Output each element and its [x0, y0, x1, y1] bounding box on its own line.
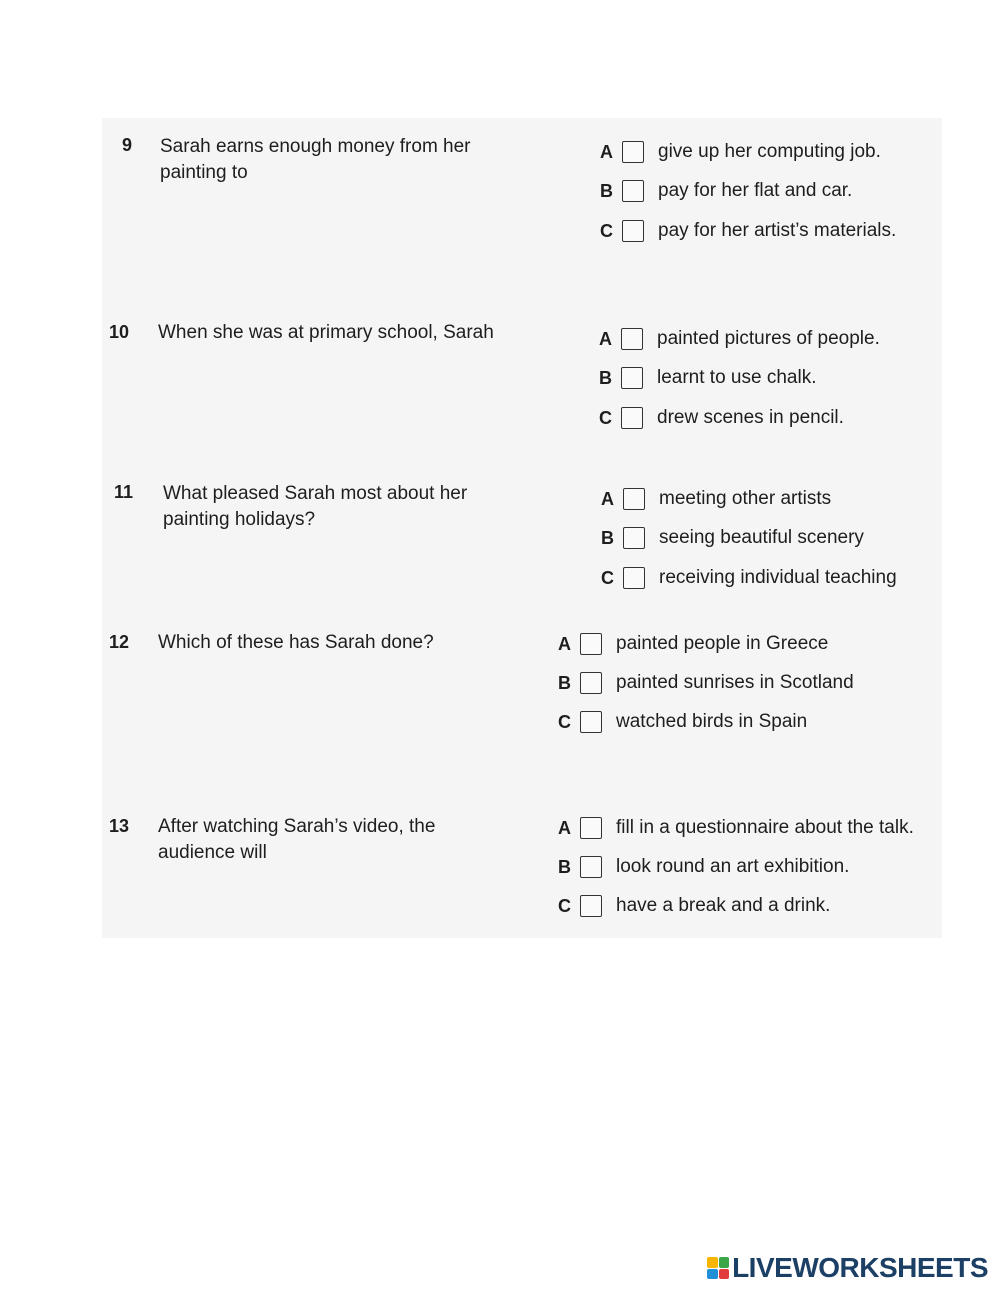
answer-checkbox[interactable]: [621, 328, 643, 350]
option-text: painted people in Greece: [616, 633, 829, 654]
answer-checkbox[interactable]: [623, 527, 645, 549]
option-letter: B: [601, 527, 614, 548]
answer-checkbox[interactable]: [580, 633, 602, 655]
option-c: [601, 563, 897, 593]
option-letter: C: [599, 407, 612, 428]
question-text: When she was at primary school, Sarah: [158, 322, 494, 343]
option-b: [558, 668, 854, 698]
option-b: [558, 852, 849, 882]
option-text: seeing beautiful scenery: [659, 527, 864, 548]
option-b: [599, 363, 816, 393]
option-letter: A: [599, 328, 612, 349]
option-letter: B: [600, 180, 613, 201]
answer-checkbox[interactable]: [580, 672, 602, 694]
option-letter: B: [599, 367, 612, 388]
option-text: painted pictures of people.: [657, 328, 880, 349]
answer-checkbox[interactable]: [580, 711, 602, 733]
option-c: [600, 216, 896, 246]
answer-checkbox[interactable]: [580, 856, 602, 878]
question-number: 13: [109, 816, 130, 836]
option-text: pay for her flat and car.: [658, 180, 853, 201]
option-letter: B: [558, 856, 571, 877]
question-text: After watching Sarah’s video, the audience will: [158, 816, 436, 863]
logo-icon: [707, 1257, 729, 1279]
answer-checkbox[interactable]: [621, 407, 643, 429]
option-text: fill in a questionnaire about the talk.: [616, 817, 914, 838]
question-text: Sarah earns enough money from her painting to: [160, 136, 471, 183]
question-number: 9: [122, 135, 133, 155]
option-text: drew scenes in pencil.: [657, 407, 844, 428]
option-text: receiving individual teaching: [659, 567, 897, 588]
option-letter: A: [601, 488, 614, 509]
question-sheet: [102, 118, 942, 938]
option-text: have a break and a drink.: [616, 895, 831, 916]
answer-checkbox[interactable]: [580, 895, 602, 917]
question-text: What pleased Sarah most about her painting holidays?: [163, 483, 468, 530]
option-c: [558, 891, 830, 921]
option-letter: C: [601, 567, 614, 588]
option-letter: A: [558, 633, 571, 654]
option-text: look round an art exhibition.: [616, 856, 850, 877]
answer-checkbox[interactable]: [623, 488, 645, 510]
option-letter: B: [558, 672, 571, 693]
option-a: [558, 629, 828, 659]
question-text: Which of these has Sarah done?: [158, 632, 434, 653]
option-letter: A: [558, 817, 571, 838]
answer-checkbox[interactable]: [621, 367, 643, 389]
option-b: [600, 176, 852, 206]
option-text: painted sunrises in Scotland: [616, 672, 854, 693]
option-c: [599, 403, 844, 433]
logo-text: LIVEWORKSHEETS: [732, 1252, 988, 1283]
answer-checkbox[interactable]: [622, 141, 644, 163]
option-text: learnt to use chalk.: [657, 367, 817, 388]
question-number: 12: [109, 632, 130, 652]
option-letter: C: [558, 895, 571, 916]
option-letter: A: [600, 141, 613, 162]
answer-checkbox[interactable]: [622, 180, 644, 202]
option-text: meeting other artists: [659, 488, 832, 509]
option-letter: C: [558, 711, 571, 732]
question-number: 10: [109, 322, 130, 342]
option-text: pay for her artist’s materials.: [658, 220, 897, 241]
option-letter: C: [600, 220, 613, 241]
question-number: 11: [114, 482, 134, 502]
answer-checkbox[interactable]: [623, 567, 645, 589]
liveworksheets-logo[interactable]: [707, 1252, 988, 1284]
answer-checkbox[interactable]: [580, 817, 602, 839]
option-a: [601, 484, 831, 514]
option-text: watched birds in Spain: [616, 711, 808, 732]
option-a: [600, 137, 881, 167]
option-a: [558, 813, 914, 843]
option-a: [599, 324, 880, 354]
option-text: give up her computing job.: [658, 141, 881, 162]
option-c: [558, 707, 807, 737]
option-b: [601, 523, 864, 553]
answer-checkbox[interactable]: [622, 220, 644, 242]
